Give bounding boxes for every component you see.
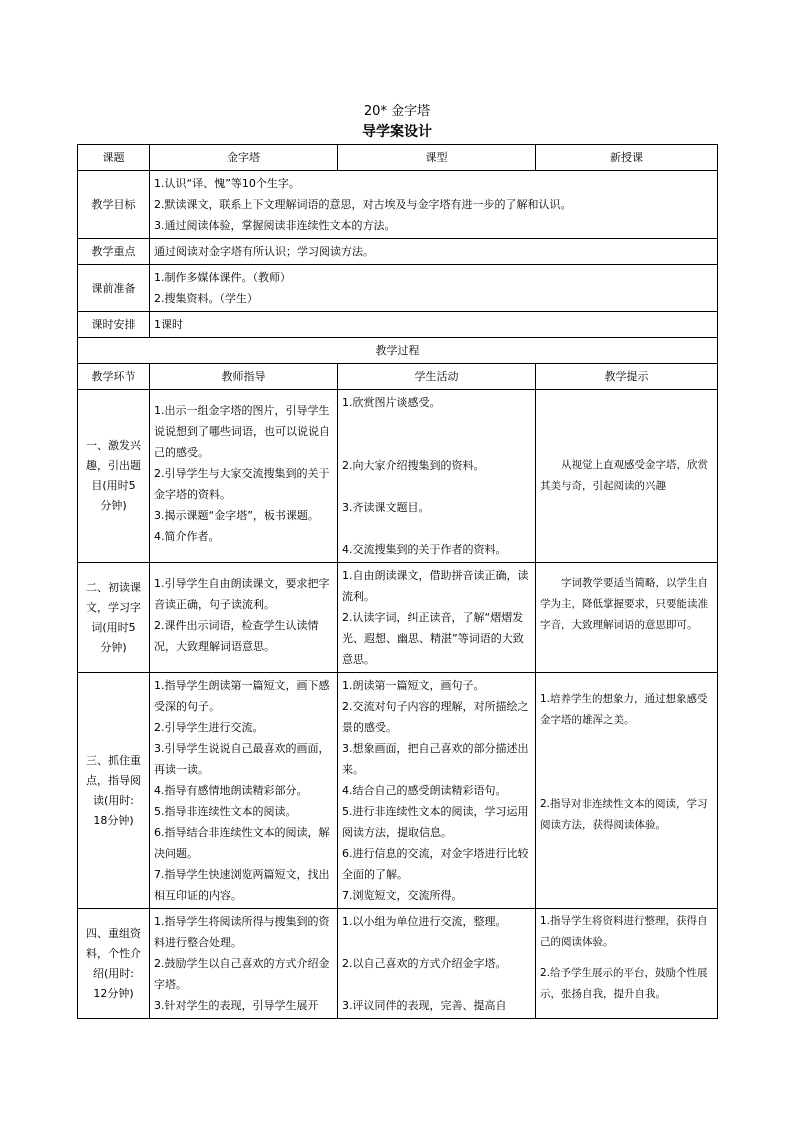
goals-label: 教学目标 xyxy=(78,171,150,239)
table-row xyxy=(78,338,718,364)
table-row xyxy=(78,265,718,312)
stage-line: 料，个性介 xyxy=(86,946,141,960)
teacher-item: 1.指导学生朗读第一篇短文，画下感受深的句子。 xyxy=(154,679,330,713)
schedule-value: 1课时 xyxy=(150,312,718,338)
stage-line: 读(用时: xyxy=(93,793,134,807)
student-item: 2.交流对句子内容的理解，对所描绘之景的感受。 xyxy=(342,700,529,734)
prep-label: 课前准备 xyxy=(78,265,150,312)
focus-value: 通过阅读对金字塔有所认识；学习阅读方法。 xyxy=(150,239,718,265)
student-item: 1.朗读第一篇短文，画句子。 xyxy=(342,679,485,692)
stage-line: 趣，引出题 xyxy=(86,459,141,472)
lesson-plan-table xyxy=(77,144,718,1019)
schedule-label: 课时安排 xyxy=(78,312,150,338)
student-item: 1.以小组为单位进行交流，整理。 xyxy=(342,915,507,928)
student-item: 2.向大家介绍搜集到的资料。 xyxy=(342,459,485,472)
process-title: 教学过程 xyxy=(78,338,718,364)
teacher-cell xyxy=(150,390,338,563)
stage-line: 一、激发兴 xyxy=(86,439,141,452)
type-value: 新授课 xyxy=(536,145,718,171)
table-header-row xyxy=(78,364,718,390)
column-header: 教学提示 xyxy=(536,364,718,390)
prep-item: 1.制作多媒体课件。（教师） xyxy=(154,271,291,284)
column-header: 教师指导 xyxy=(150,364,338,390)
tip-text: 2.指导对非连续性文本的阅读，学习阅读方法，获得阅读体验。 xyxy=(540,798,708,831)
stage-line: 三、抓住重 xyxy=(86,753,141,767)
table-row xyxy=(78,312,718,338)
student-item: 3.评议同伴的表现，完善、提高自 xyxy=(342,999,507,1012)
student-item: 7.浏览短文，交流所得。 xyxy=(342,889,463,902)
teacher-item: 2.课件出示词语，检查学生认读情况，大致理解词语意思。 xyxy=(154,619,319,653)
teacher-item: 1.引导学生自由朗读课文，要求把字音读正确，句子读流利。 xyxy=(154,577,330,611)
teacher-item: 4.简介作者。 xyxy=(154,530,220,543)
student-item: 1.欣赏图片谈感受。 xyxy=(342,396,441,409)
topic-label: 课题 xyxy=(78,145,150,171)
student-item: 2.以自己喜欢的方式介绍金字塔。 xyxy=(342,957,507,970)
goal-item: 1.认识“译、愧”等10个生字。 xyxy=(154,177,300,190)
teacher-item: 1.出示一组金字塔的图片，引导学生说说想到了哪些词语，也可以说说自己的感受。 xyxy=(154,404,330,459)
stage-cell xyxy=(78,563,150,673)
teacher-item: 5.指导非连续性文本的阅读。 xyxy=(154,805,297,818)
page-subtitle: 导学案设计 xyxy=(362,124,432,140)
stage-cell xyxy=(78,673,150,909)
stage-line: 分钟) xyxy=(100,499,127,512)
table-row xyxy=(78,909,718,1019)
table-row xyxy=(78,171,718,239)
teacher-item: 1.指导学生将阅读所得与搜集到的资料进行整合处理。 xyxy=(154,915,330,949)
tip-text: 字词教学要适当简略，以学生自学为主，降低掌握要求，只要能读准字音，大致理解词语的意思即可。 xyxy=(540,577,708,631)
goal-item: 3.通过阅读体验，掌握阅读非连续性文本的方法。 xyxy=(154,219,396,232)
student-cell xyxy=(338,909,536,1019)
teacher-item: 2.引导学生与大家交流搜集到的关于金字塔的资料。 xyxy=(154,467,330,501)
stage-line: 四、重组资 xyxy=(86,926,141,940)
student-item: 4.结合自己的感受朗读精彩语句。 xyxy=(342,784,507,797)
stage-line: 18分钟) xyxy=(93,813,134,827)
teacher-item: 4.指导有感情地朗读精彩部分。 xyxy=(154,784,308,797)
tip-text: 2.给予学生展示的平台，鼓励个性展示，张扬自我，提升自我。 xyxy=(540,967,708,1000)
tip-cell xyxy=(536,673,718,909)
student-item: 1.自由朗读课文，借助拼音读正确，读流利。 xyxy=(342,569,529,603)
student-cell xyxy=(338,563,536,673)
tip-text: 1.培养学生的想象力，通过想象感受金字塔的雄浑之美。 xyxy=(540,693,708,726)
column-header: 学生活动 xyxy=(338,364,536,390)
type-label: 课型 xyxy=(338,145,536,171)
teacher-item: 3.针对学生的表现，引导学生展开 xyxy=(154,999,319,1012)
stage-line: 二、初读课 xyxy=(86,580,141,594)
goal-item: 2.默读课文，联系上下文理解词语的意思，对古埃及与金字塔有进一步的了解和认识。 xyxy=(154,198,572,211)
stage-line: 绍(用时: xyxy=(93,966,134,980)
teacher-cell xyxy=(150,563,338,673)
student-cell xyxy=(338,390,536,563)
goals-cell xyxy=(150,171,718,239)
student-cell xyxy=(338,673,536,909)
stage-line: 词(用时5 xyxy=(91,620,136,634)
table-row xyxy=(78,239,718,265)
focus-label: 教学重点 xyxy=(78,239,150,265)
teacher-item: 2.鼓励学生以自己喜欢的方式介绍金字塔。 xyxy=(154,957,330,991)
column-header: 教学环节 xyxy=(78,364,150,390)
lesson-title: 20* 金字塔 xyxy=(363,104,431,119)
stage-line: 目(用时5 xyxy=(91,479,136,492)
prep-cell xyxy=(150,265,718,312)
tip-cell xyxy=(536,390,718,563)
stage-line: 分钟) xyxy=(100,640,127,654)
tip-text: 从视觉上直观感受金字塔，欣赏其美与奇，引起阅读的兴趣 xyxy=(540,459,708,492)
tip-cell xyxy=(536,563,718,673)
student-item: 3.齐读课文题目。 xyxy=(342,501,430,514)
table-row xyxy=(78,673,718,909)
stage-cell xyxy=(78,909,150,1019)
student-item: 6.进行信息的交流，对金字塔进行比较全面的了解。 xyxy=(342,847,529,881)
prep-item: 2.搜集资料。（学生） xyxy=(154,292,258,305)
student-item: 4.交流搜集到的关于作者的资料。 xyxy=(342,543,507,556)
teacher-item: 3.引导学生说说自己最喜欢的画面，再读一读。 xyxy=(154,742,330,776)
teacher-item: 6.指导结合非连续性文本的阅读，解决问题。 xyxy=(154,826,330,860)
stage-line: 文，学习字 xyxy=(86,600,141,614)
teacher-item: 2.引导学生进行交流。 xyxy=(154,721,264,734)
table-row xyxy=(78,390,718,563)
student-item: 2.认读字词，纠正读音，了解“熠熠发光、遐想、幽思、精湛”等词语的大致意思。 xyxy=(342,611,524,666)
student-item: 5.进行非连续性文本的阅读，学习运用阅读方法，提取信息。 xyxy=(342,805,529,839)
teacher-item: 3.揭示课题“金字塔”，板书课题。 xyxy=(154,509,319,522)
student-item: 3.想象画面，把自己喜欢的部分描述出来。 xyxy=(342,742,529,776)
teacher-item: 7.指导学生快速浏览两篇短文，找出相互印证的内容。 xyxy=(154,868,330,902)
table-row xyxy=(78,563,718,673)
stage-line: 12分钟) xyxy=(93,986,134,1000)
tip-text: 1.指导学生将资料进行整理，获得自己的阅读体验。 xyxy=(540,915,708,948)
table-row xyxy=(78,145,718,171)
teacher-cell xyxy=(150,673,338,909)
tip-cell xyxy=(536,909,718,1019)
stage-line: 点，指导阅 xyxy=(86,773,141,787)
topic-value: 金字塔 xyxy=(150,145,338,171)
stage-cell xyxy=(78,390,150,563)
teacher-cell xyxy=(150,909,338,1019)
